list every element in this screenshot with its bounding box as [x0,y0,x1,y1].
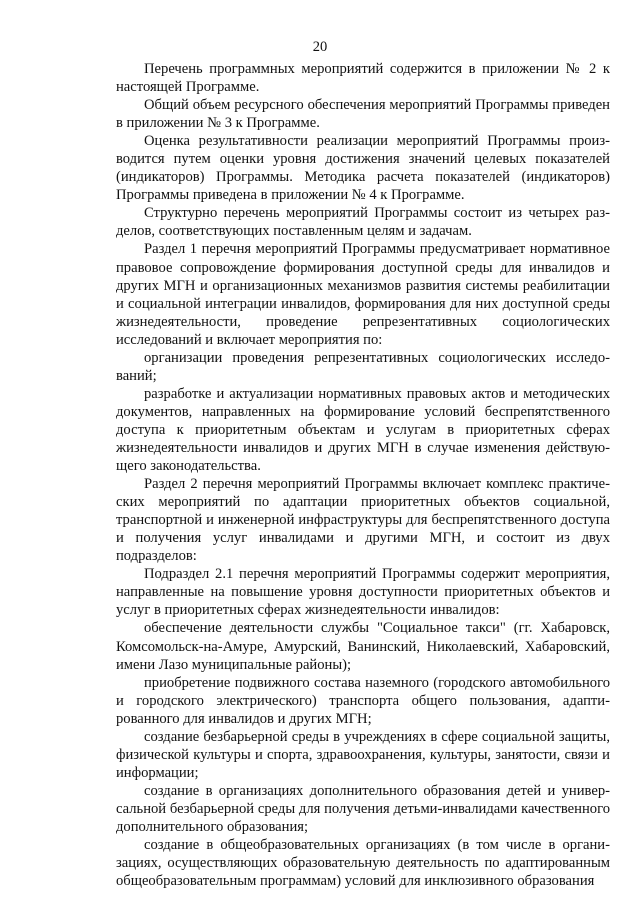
paragraph: Раздел 1 перечня мероприятий Программы предусматривает нормативное правовое сопровождение формирования доступной среды для инвалидов и других МГН и организационных механизмов развития системы реабилитации и социальной интеграции инвалидов, формирования для них доступной среды жизнедеятельности, проведение репрезентативных социологических исследований и включает мероприятия по: [116,241,610,348]
list-item: создание в общеобразовательных организациях (в том числе в организациях, осуществляющих образовательную деятельность по адаптированным общеобразовательным программам) условий для инклюзивного образования [116,837,610,890]
page-number: 20 [312,39,328,55]
paragraph: Раздел 2 перечня мероприятий Программы включает комплекс практических мероприятий по адаптации приоритетных объектов социальной, транспортной и инженерной инфраструктуры для беспрепятственного доступа и получения услуг инвалидами и другими МГН, и состоит из двух подразделов: [116,476,610,565]
list-item: организации проведения репрезентативных социологических исследований; [116,349,610,384]
paragraph: Общий объем ресурсного обеспечения мероприятий Программы приведен в приложении № 3 к Программе. [116,97,610,132]
paragraph: Перечень программных мероприятий содержится в приложении № 2 к настоящей Программе. [116,61,610,96]
document-body [116,60,610,890]
paragraph: Подраздел 2.1 перечня мероприятий Программы содержит мероприятия, направленные на повышение уровня доступности приоритетных объектов и услуг в приоритетных сферах жизнедеятельности инвалидов: [116,566,610,619]
list-item: создание в организациях дополнительного образования детей и универсальной безбарьерной среды для получения детьми-инвалидами качественного дополнительного образования; [116,782,610,835]
list-item: разработке и актуализации нормативных правовых актов и методических документов, направленных на формирование условий беспрепятственного доступа к приоритетным объектам и услугам в приоритетных сферах жизнедеятельности инвалидов и других МГН в случае изменения действующего законодательства. [116,385,610,475]
list-item: создание безбарьерной среды в учреждениях в сфере социальной защиты, физической культуры и спорта, здравоохранения, культуры, занятости, связи и информации; [116,728,610,781]
paragraph: Оценка результативности реализации мероприятий Программы производится путем оценки уровня достижения значений целевых показателей (индикаторов) Программы. Методика расчета показателей (индикаторов) Программы приведена в приложении № 4 к Программе. [116,133,610,204]
list-item: обеспечение деятельности службы "Социальное такси" (гг. Хабаровск, Комсомольск-на-Амуре, Амурский, Ванинский, Николаевский, Хабаровский, имени Лазо муниципальные районы); [116,620,610,673]
paragraph: Структурно перечень мероприятий Программы состоит из четырех разделов, соответствующих поставленным целям и задачам. [116,205,610,240]
list-item: приобретение подвижного состава наземного (городского автомобильного и городского электрического) транспорта общего пользования, адаптированного для инвалидов и других МГН; [116,674,610,727]
